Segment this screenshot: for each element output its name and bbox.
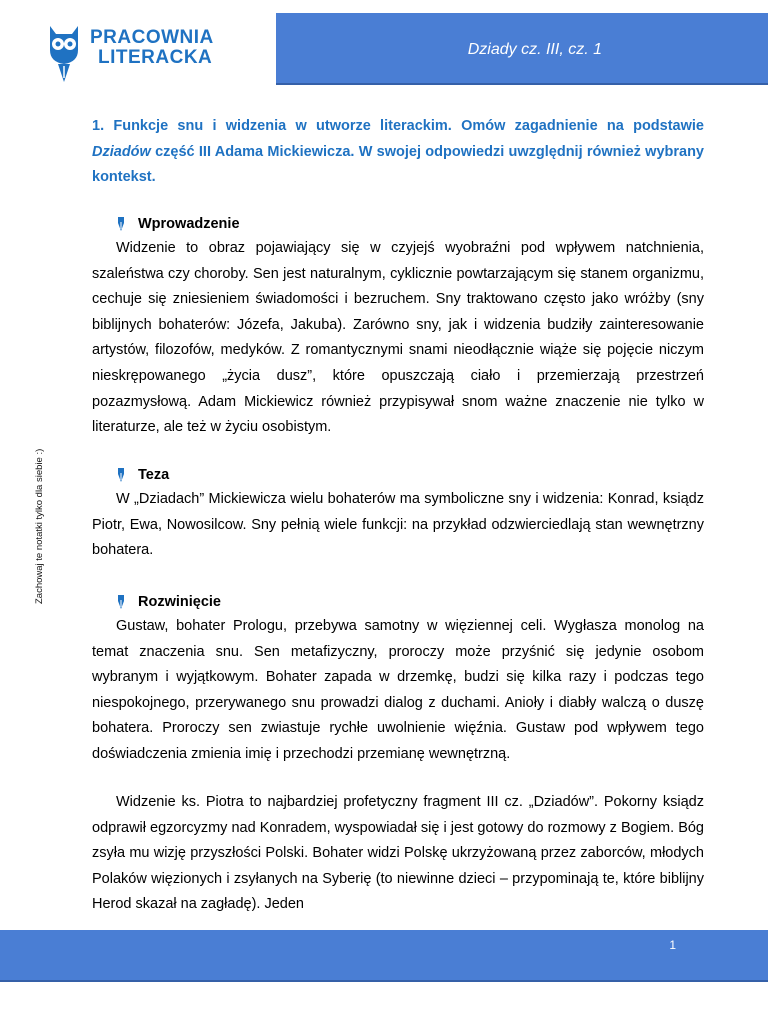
paragraph-thesis: W „Dziadach” Mickiewicza wielu bohaterów ma symboliczne sny i widzenia: Konrad, ksiądz Piotr, Ewa, Nowosilcow. Sny pełnią wiele funkcji: na przykład odzwierciedlają stan wewnętrzny bohatera. — [92, 491, 704, 559]
logo-line-1: PRACOWNIA — [90, 27, 214, 48]
document-title: Dziady cz. III, cz. 1 — [467, 41, 602, 58]
pen-nib-icon — [116, 217, 126, 231]
section-heading-text: Wprowadzenie — [138, 216, 240, 232]
logo — [44, 22, 234, 84]
paragraph-intro: Widzenie to obraz pojawiający się w czyjejś wyobraźni pod wpływem natchnienia, szaleństwa czy choroby. Sen jest naturalnym, cyklicznie powtarzającym się stanem organizmu, cechuje się zniesieniem świadomości i bezruchem. Sny traktowano często jako wróżby (sny biblijnych bohaterów: Józefa, Jakuba). Zarówno sny, jak i widzenia budziły zainteresowanie artystów, filozofów, medyków. Z romantycznymi snami nieodłącznie wiąże się pojęcie niczym nieskrępowanego „życia dusz”, które opuszczają ciało i przemierzają przestrzeń pozazmysłową. Adam Mickiewicz również przypisywał snom ważne znaczenie nie tylko w literaturze, ale też w życiu osobistym. — [92, 240, 704, 436]
logo-text — [90, 28, 214, 68]
pen-nib-icon — [116, 595, 126, 609]
footer-band — [0, 930, 768, 980]
page-number: 1 — [669, 938, 676, 952]
section-heading-text: Rozwinięcie — [138, 594, 221, 610]
question-italic-title: Dziadów — [92, 143, 151, 160]
pen-nib-icon — [116, 468, 126, 482]
question-text — [92, 114, 704, 191]
question-part-2: część III Adama Mickiewicza. W swojej odpowiedzi uwzględnij również wybrany kontekst. — [92, 143, 704, 185]
owl-pen-logo-icon — [44, 22, 84, 84]
question-part-1: 1. Funkcje snu i widzenia w utworze literackim. Omów zagadnienie na podstawie — [92, 118, 704, 134]
paragraph-development-1: Gustaw, bohater Prologu, przebywa samotny w więziennej celi. Wygłasza monolog na temat znaczenia snu. Sen metafizyczny, proroczy może przyśnić się jedynie osobom wybranym i wyjątkowym. Bohater zapada w drzemkę, budzi się kilka razy i podczas tego niespokojnego, przerywanego snu prowadzi dialog z duchami. Anioły i diabły walczą o duszę bohatera. Proroczy sen zwiastuje rychłe uwolnienie więźnia. Gustaw pod wpływem tego doświadczenia zmienia imię i przechodzi przemianę wewnętrzną. — [92, 618, 704, 762]
section-heading-text: Teza — [138, 467, 170, 483]
paragraph-development-2: Widzenie ks. Piotra to najbardziej profetyczny fragment III cz. „Dziadów”. Pokorny ksiądz odprawił egzorcyzmy nad Konradem, wyspowiadał się i jest gotowy do rozmowy z Bogiem. Bóg zsyła mu wizję przyszłości Polski. Bohater widzi Polskę ukrzyżowaną przez zaborców, młodych Polaków więzionych i zsyłanych na Syberię (to niewinne dzieci – przypominają te, które biblijny Herod skazał na zagładę). Jeden — [92, 794, 704, 913]
logo-line-2: LITERACKA — [98, 47, 213, 68]
side-note: Zachowaj te notatki tylko dla siebie :) — [34, 448, 45, 604]
